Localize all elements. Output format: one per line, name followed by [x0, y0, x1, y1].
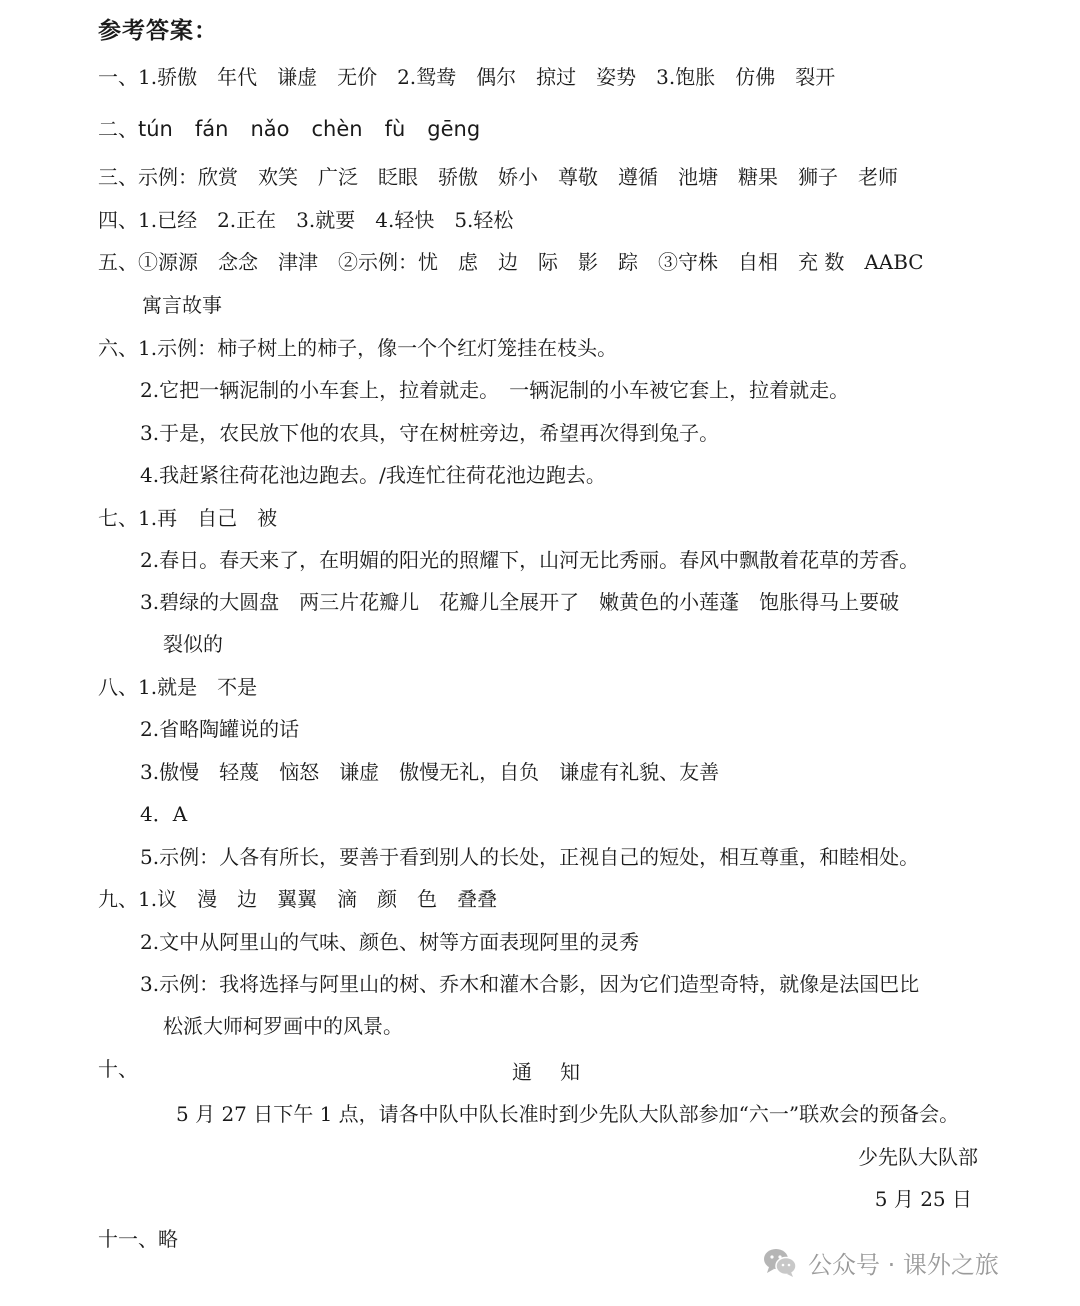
section-7-item-2: 2.春日。春天来了，在明媚的阳光的照耀下，山河无比秀丽。春风中飘散着花草的芳香。: [140, 548, 920, 572]
section-3: 三、示例：欣赏 欢笑 广泛 眨眼 骄傲 娇小 尊敬 遵循 池塘 糖果 狮子 老师: [98, 165, 898, 189]
section-6-item-3: 3.于是，农民放下他的农具，守在树桩旁边，希望再次得到兔子。: [140, 421, 720, 445]
section-11: 十一、略: [98, 1227, 178, 1251]
section-6-item-1: 六、1.示例：柿子树上的柿子，像一个个红灯笼挂在枝头。: [98, 336, 618, 360]
section-5-line-2: 寓言故事: [142, 293, 222, 317]
watermark: [760, 1242, 999, 1282]
pinyin-2: fán: [194, 117, 229, 141]
section-2: [98, 116, 502, 142]
section-5-line-1: 五、①源源 念念 津津 ②示例：忧 虑 边 际 影 踪 ③守株 自相 充 数 AABC: [98, 250, 924, 274]
section-6-item-4: 4.我赶紧往荷花池边跑去。/我连忙往荷花池边跑去。: [140, 463, 606, 487]
section-8-item-4: 4．A: [140, 802, 188, 826]
pinyin-5: fù: [384, 117, 406, 141]
section-8-item-2: 2.省略陶罐说的话: [140, 717, 300, 741]
section-8-item-5: 5.示例：人各有所长，要善于看到别人的长处，正视自己的短处，相互尊重，和睦相处。: [140, 845, 920, 869]
notice-body: 5 月 27 日下午 1 点，请各中队中队长准时到少先队大队部参加“六一”联欢会的预备会。: [176, 1102, 960, 1126]
pinyin-1: tún: [138, 117, 173, 141]
section-7-item-3-cont: 裂似的: [163, 632, 223, 656]
section-1: 一、1.骄傲 年代 谦虚 无价 2.鸳鸯 偶尔 掠过 姿势 3.饱胀 仿佛 裂开: [98, 65, 836, 89]
pinyin-6: gēng: [427, 117, 481, 141]
watermark-text: 公众号 · 课外之旅: [808, 1250, 999, 1279]
section-9-item-2: 2.文中从阿里山的气味、颜色、树等方面表现阿里的灵秀: [140, 930, 640, 954]
section-7-item-1: 七、1.再 自己 被: [98, 506, 278, 530]
page-title: 参考答案：: [98, 18, 218, 44]
section-9-item-3: 3.示例：我将选择与阿里山的树、乔木和灌木合影，因为它们造型奇特，就像是法国巴比: [140, 972, 920, 996]
pinyin-3: nǎo: [250, 117, 290, 141]
wechat-icon: [760, 1242, 800, 1282]
pinyin-4: chèn: [311, 117, 363, 141]
section-10-label: 十、: [98, 1057, 138, 1081]
notice-date: 5 月 25 日: [874, 1187, 972, 1211]
section-6-item-2: 2.它把一辆泥制的小车套上，拉着就走。 一辆泥制的小车被它套上，拉着就走。: [140, 378, 850, 402]
section-9-item-3-cont: 松派大师柯罗画中的风景。: [163, 1014, 403, 1038]
section-4: 四、1.已经 2.正在 3.就要 4.轻快 5.轻松: [98, 208, 514, 232]
notice-title: 通知: [512, 1060, 608, 1084]
section-8-item-1: 八、1.就是 不是: [98, 675, 258, 699]
section-8-item-3: 3.傲慢 轻蔑 恼怒 谦虚 傲慢无礼，自负 谦虚有礼貌、友善: [140, 760, 720, 784]
section-2-label: 二、: [98, 117, 138, 141]
section-7-item-3: 3.碧绿的大圆盘 两三片花瓣儿 花瓣儿全展开了 嫩黄色的小莲蓬 饱胀得马上要破: [140, 590, 900, 614]
notice-signature: 少先队大队部: [858, 1145, 978, 1169]
section-9-item-1: 九、1.议 漫 边 翼翼 滴 颜 色 叠叠: [98, 887, 498, 911]
